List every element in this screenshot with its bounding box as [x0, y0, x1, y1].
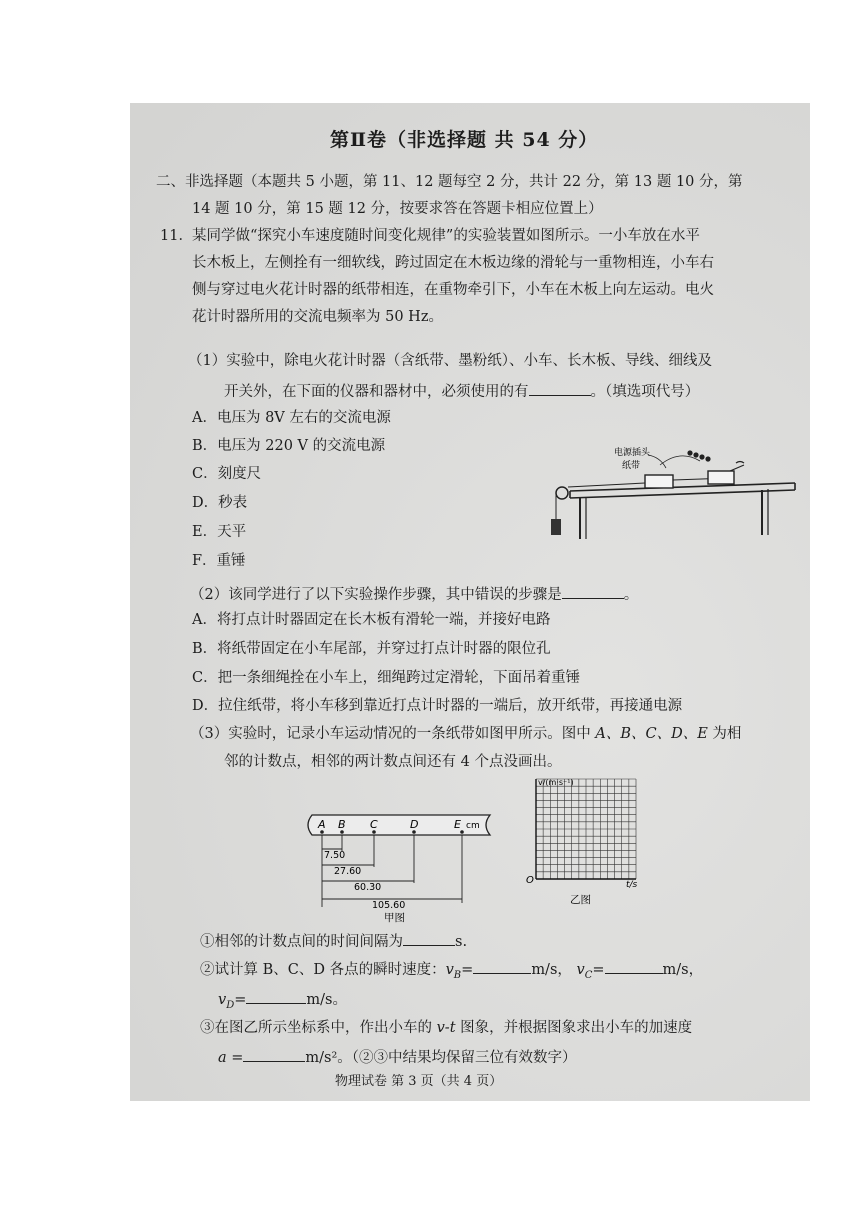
- answer-blank[interactable]: [562, 584, 624, 599]
- option-e: E．天平: [192, 524, 247, 540]
- plug-label: 电源插头: [614, 448, 651, 458]
- tape-label: 纸带: [622, 461, 641, 471]
- dist-ac: 27.60: [334, 866, 362, 877]
- section-instructions-line1: 二、非选择题（本题共 5 小题，第 11、12 题每空 2 分，共计 22 分，第 13 题 10 分，第: [156, 174, 743, 190]
- answer-blank[interactable]: [529, 381, 591, 396]
- unit-label: cm: [466, 821, 480, 831]
- option-c: C．刻度尺: [192, 466, 262, 482]
- point-a-label: A: [318, 818, 326, 831]
- dist-ad: 60.30: [354, 882, 382, 893]
- dist-ab: 7.50: [324, 850, 346, 861]
- question-intro-line3: 侧与穿过电火花计时器的纸带相连，在重物牵引下，小车在木板上向左运动。电火: [192, 282, 714, 298]
- section-instructions-line2: 14 题 10 分，第 15 题 12 分，按要求答在答题卡相应位置上）: [192, 201, 603, 217]
- sub-question-2-cont: $v_D= m/s$。: [218, 989, 347, 1015]
- page-footer: 物理试卷 第 3 页（共 4 页）: [335, 1074, 503, 1089]
- tape-figure: [300, 803, 515, 923]
- question-intro-line1: 某同学做“探究小车速度随时间变化规律”的实验装置如图所示。一小车放在水平: [192, 228, 700, 244]
- answer-blank[interactable]: [473, 959, 531, 974]
- apparatus-figure: [540, 443, 800, 543]
- option-d: D．秒表: [192, 495, 248, 511]
- option-b: B．电压为 220 V 的交流电源: [192, 438, 386, 454]
- vt-graph: [522, 771, 652, 913]
- figure-caption-jia: 甲图: [384, 912, 405, 923]
- timer: [708, 471, 734, 484]
- part1-stem-line1: （1）实验中，除电火花计时器（含纸带、墨粉纸）、小车、长木板、导线、细线及: [188, 353, 712, 369]
- option-f: F．重锤: [192, 553, 246, 569]
- x-axis-label: t/s: [626, 880, 638, 890]
- point-e-label: E: [454, 818, 461, 831]
- cart: [645, 475, 673, 488]
- answer-blank[interactable]: [246, 989, 306, 1004]
- exam-page: [130, 103, 810, 1101]
- point-d-label: D: [410, 818, 419, 831]
- sub-question-3-cont: a = m/s²。（②③中结果均保留三位有效数字）: [218, 1047, 577, 1067]
- page-heading: 第Ⅱ卷（非选择题 共 54 分）: [330, 129, 599, 151]
- question-number: 11．: [160, 228, 193, 244]
- question-intro-line4: 花计时器所用的交流电频率为 50 Hz。: [192, 309, 443, 325]
- part3-stem-line2: 邻的计数点，相邻的两计数点间还有 4 个点没画出。: [224, 754, 562, 770]
- point-b-label: B: [338, 818, 346, 831]
- step-a: A．将打点计时器固定在长木板有滑轮一端，并接好电路: [192, 612, 551, 628]
- dist-ae: 105.60: [372, 900, 406, 911]
- figure-caption-yi: 乙图: [570, 894, 591, 906]
- answer-blank[interactable]: [243, 1047, 305, 1062]
- part3-stem-line1: （3）实验时，记录小车运动情况的一条纸带如图甲所示。图中 A、B、C、D、E 为相: [190, 726, 742, 742]
- point-c-label: C: [370, 818, 378, 831]
- answer-blank[interactable]: [403, 931, 455, 946]
- option-a: A．电压为 8V 左右的交流电源: [192, 410, 391, 426]
- sub-question-2: ②试计算 B、C、D 各点的瞬时速度：$v_B= m/s$， $v_C= m/s$，: [200, 959, 703, 985]
- sub-question-1: ①相邻的计数点间的时间间隔为 s.: [200, 931, 467, 951]
- sub-question-3: ③在图乙所示坐标系中，作出小车的 v-t 图象，并根据图象求出小车的加速度: [200, 1020, 693, 1036]
- step-d: D．拉住纸带，将小车移到靠近打点计时器的一端后，放开纸带，再接通电源: [192, 698, 683, 714]
- question-intro-line2: 长木板上，左侧拴有一细软线，跨过固定在木板边缘的滑轮与一重物相连，小车右: [192, 255, 714, 271]
- step-b: B．将纸带固定在小车尾部，并穿过打点计时器的限位孔: [192, 641, 551, 657]
- y-axis-label: v/(m·s⁻¹): [538, 778, 574, 787]
- origin-label: O: [526, 875, 534, 886]
- part2-stem: （2）该同学进行了以下实验操作步骤，其中错误的步骤是 。: [190, 584, 638, 604]
- step-c: C．把一条细绳拴在小车上，细绳跨过定滑轮，下面吊着重锤: [192, 670, 581, 686]
- answer-blank[interactable]: [605, 959, 663, 974]
- part1-stem-line2: 开关外，在下面的仪器和器材中，必须使用的有 。（填选项代号）: [224, 381, 699, 401]
